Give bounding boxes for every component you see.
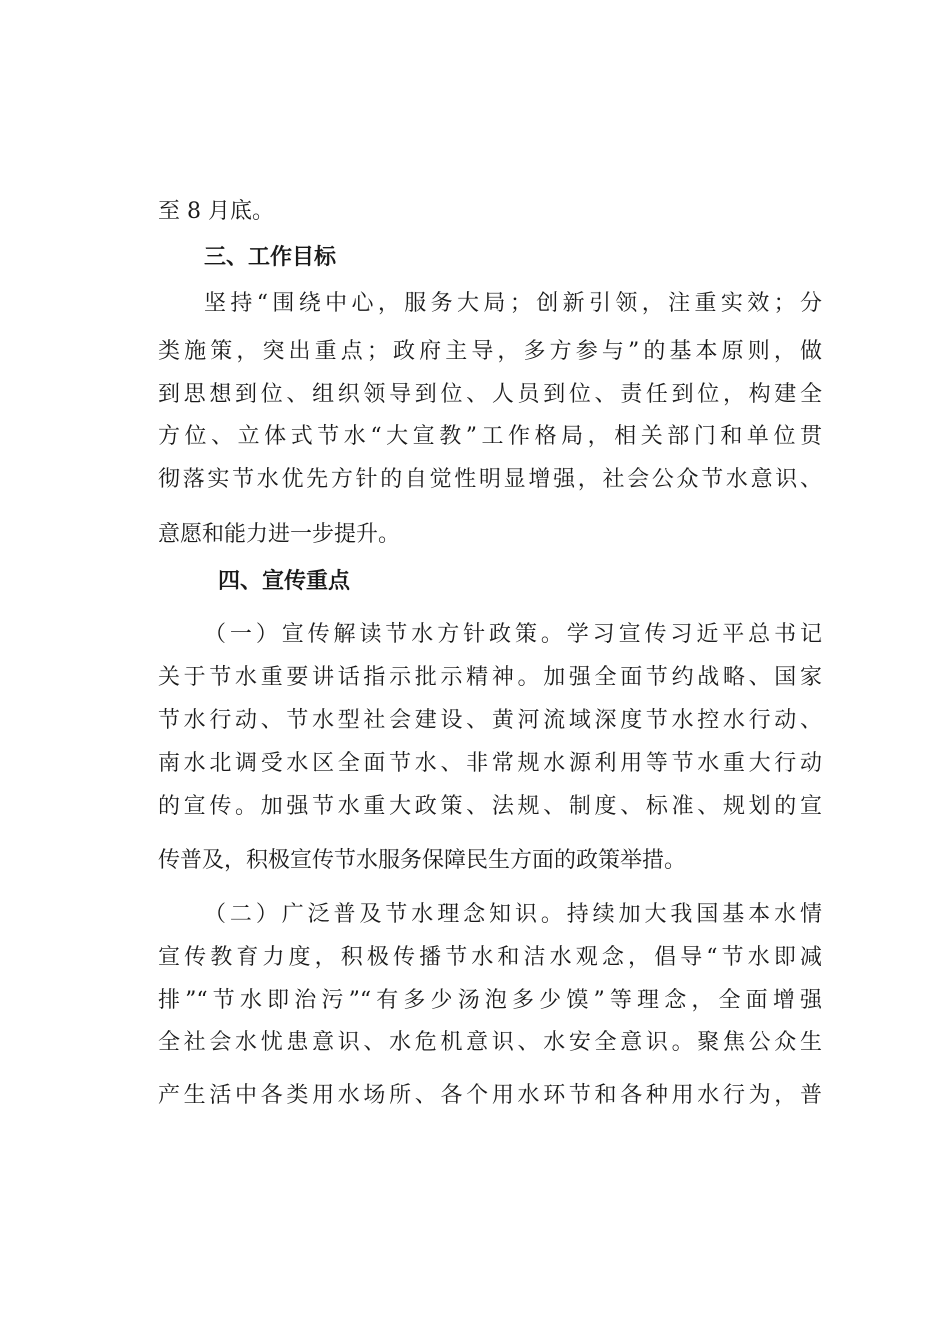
paragraph-line: 彻落实节水优先方针的自觉性明显增强，社会公众节水意识、 [158, 467, 822, 492]
paragraph-line: 意愿和能力进一步提升。 [158, 522, 401, 547]
paragraph-line: 宣传教育力度，积极传播节水和洁水观念，倡导“节水即减 [158, 945, 822, 970]
paragraph-line: 关于节水重要讲话指示批示精神。加强全面节约战略、国家 [158, 665, 822, 690]
paragraph-line: 全社会水忧患意识、水危机意识、水安全意识。聚焦公众生 [158, 1030, 822, 1055]
paragraph-line: 类施策，突出重点；政府主导，多方参与”的基本原则，做 [158, 339, 822, 364]
paragraph-line: （二）广泛普及节水理念知识。持续加大我国基本水情 [204, 902, 822, 927]
paragraph-line: 传普及，积极宣传节水服务保障民生方面的政策举措。 [158, 848, 687, 873]
paragraph-line: 至 8 月底。 [158, 199, 274, 224]
paragraph-line: 坚持“围绕中心，服务大局；创新引领，注重实效；分 [204, 291, 822, 316]
paragraph-line: 排”“节水即治污”“有多少汤泡多少馍”等理念，全面增强 [158, 988, 822, 1013]
paragraph-line: 南水北调受水区全面节水、非常规水源利用等节水重大行动 [158, 751, 822, 776]
paragraph-line: 到思想到位、组织领导到位、人员到位、责任到位，构建全 [158, 382, 822, 407]
paragraph-line: 节水行动、节水型社会建设、黄河流域深度节水控水行动、 [158, 708, 822, 733]
paragraph-line: 产生活中各类用水场所、各个用水环节和各种用水行为，普 [158, 1083, 822, 1108]
paragraph-line: 方位、立体式节水“大宣教”工作格局，相关部门和单位贯 [158, 424, 822, 449]
section-heading-work-goals: 三、工作目标 [204, 245, 337, 270]
section-heading-publicity-focus: 四、宣传重点 [218, 569, 351, 594]
paragraph-line: 的宣传。加强节水重大政策、法规、制度、标准、规划的宣 [158, 794, 822, 819]
paragraph-line: （一）宣传解读节水方针政策。学习宣传习近平总书记 [204, 622, 822, 647]
